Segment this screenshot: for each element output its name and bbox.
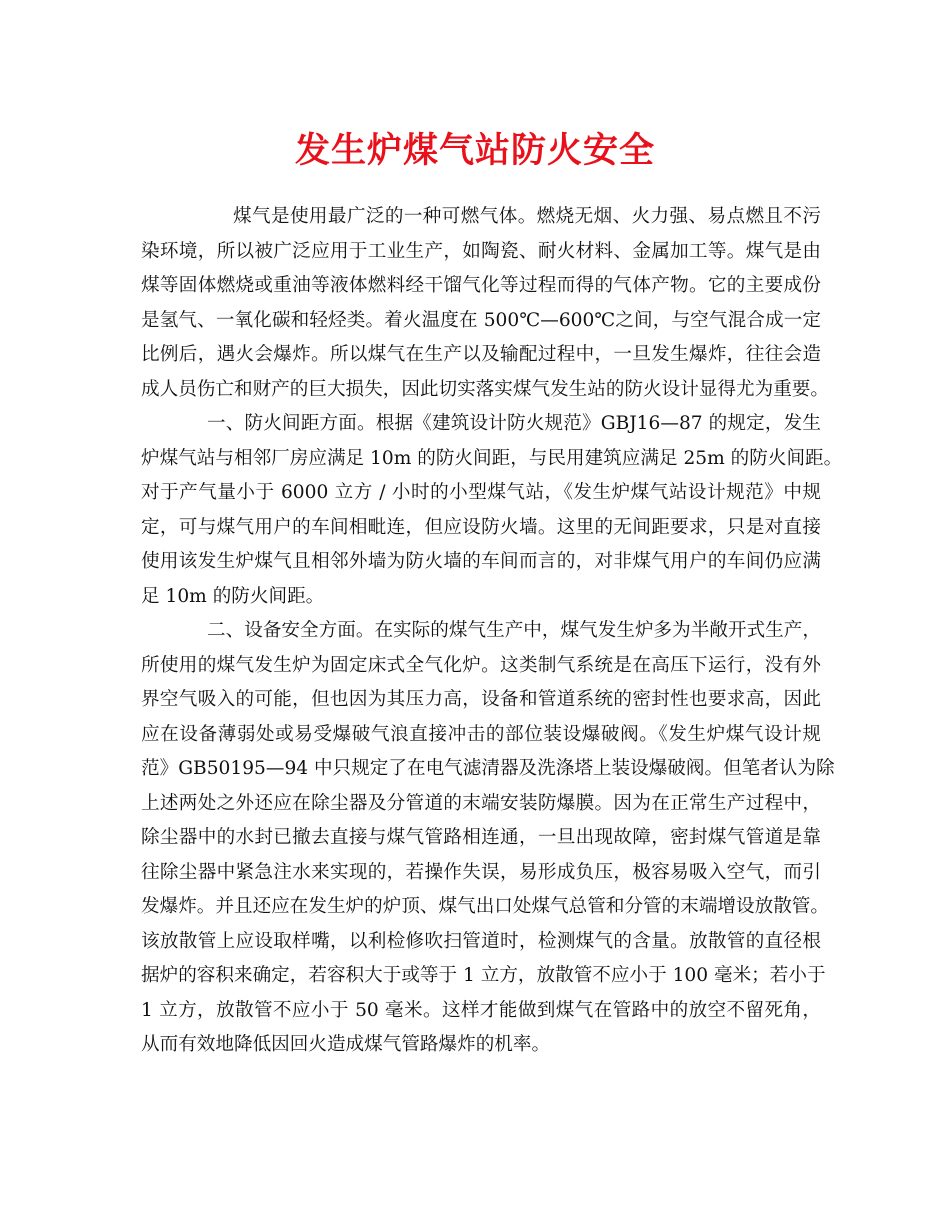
paragraph-line: 定，可与煤气用户的车间相毗连，但应设防火墙。这里的无间距要求，只是对直接 xyxy=(141,516,821,538)
paragraph-line: 炉煤气站与相邻厂房应满足 10m 的防火间距，与民用建筑应满足 25m 的防火间距。 xyxy=(141,447,843,469)
paragraph-line: 煤等固体燃烧或重油等液体燃料经干馏气化等过程而得的气体产物。它的主要成份 xyxy=(141,275,821,296)
paragraph-line: 是氢气、一氧化碳和轻烃类。着火温度在 500℃—600℃之间，与空气混合成一定 xyxy=(141,309,821,331)
paragraph-line: 除尘器中的水封已撤去直接与煤气管路相连通，一旦出现故障，密封煤气管道是靠 xyxy=(141,827,821,848)
paragraph-line: 比例后，遇火会爆炸。所以煤气在生产以及输配过程中，一旦发生爆炸，往往会造 xyxy=(141,344,821,365)
paragraph-line: 1 立方，放散管不应小于 50 毫米。这样才能做到煤气在管路中的放空不留死角， xyxy=(141,999,821,1021)
paragraph-line: 足 10m 的防火间距。 xyxy=(141,585,325,607)
paragraph-line: 煤气是使用最广泛的一种可燃气体。燃烧无烟、火力强、易点燃且不污 xyxy=(233,206,821,227)
paragraph-line: 染环境，所以被广泛应用于工业生产，如陶瓷、耐火材料、金属加工等。煤气是由 xyxy=(141,240,821,262)
paragraph-line: 往除尘器中紧急注水来实现的，若操作失误，易形成负压，极容易吸入空气，而引 xyxy=(141,861,821,883)
paragraph-line: 所使用的煤气发生炉为固定床式全气化炉。这类制气系统是在高压下运行，没有外 xyxy=(141,654,821,676)
paragraph-line: 对于产气量小于 6000 立方 / 小时的小型煤气站，《发生炉煤气站设计规范》中规 xyxy=(141,482,821,503)
paragraph-intro xyxy=(141,200,829,407)
paragraph-line: 从而有效地降低因回火造成煤气管路爆炸的机率。 xyxy=(141,1034,551,1055)
document-body xyxy=(141,200,843,1063)
paragraph-fire-distance xyxy=(141,407,843,614)
paragraph-line: 使用该发生炉煤气且相邻外墙为防火墙的车间而言的，对非煤气用户的车间仍应满 xyxy=(141,551,821,572)
paragraph-line: 据炉的容积来确定，若容积大于或等于 1 立方，放散管不应小于 100 毫米；若小于 xyxy=(141,965,826,986)
paragraph-line: 应在设备薄弱处或易受爆破气浪直接冲击的部位装设爆破阀。《发生炉煤气设计规 xyxy=(141,723,821,745)
paragraph-line: 上述两处之外还应在除尘器及分管道的末端安装防爆膜。因为在正常生产过程中， xyxy=(141,792,821,814)
paragraph-line: 界空气吸入的可能，但也因为其压力高，设备和管道系统的密封性也要求高，因此 xyxy=(141,689,821,710)
paragraph-line: 该放散管上应设取样嘴，以利检修吹扫管道时，检测煤气的含量。放散管的直径根 xyxy=(141,930,821,952)
paragraph-line: 成人员伤亡和财产的巨大损失，因此切实落实煤气发生站的防火设计显得尤为重要。 xyxy=(141,378,829,400)
paragraph-line: 二、设备安全方面。在实际的煤气生产中，煤气发生炉多为半敞开式生产， xyxy=(207,620,821,641)
document-title: 发生炉煤气站防火安全 xyxy=(294,130,655,171)
paragraph-line: 范》GB50195—94 中只规定了在电气滤清器及洗涤塔上装设爆破阀。但笔者认为除 xyxy=(141,758,835,779)
paragraph-line: 发爆炸。并且还应在发生炉的炉顶、煤气出口处煤气总管和分管的末端增设放散管。 xyxy=(141,896,829,917)
paragraph-line: 一、防火间距方面。根据《建筑设计防火规范》GBJ16—87 的规定，发生 xyxy=(207,413,821,434)
paragraph-equipment-safety xyxy=(141,614,835,1063)
